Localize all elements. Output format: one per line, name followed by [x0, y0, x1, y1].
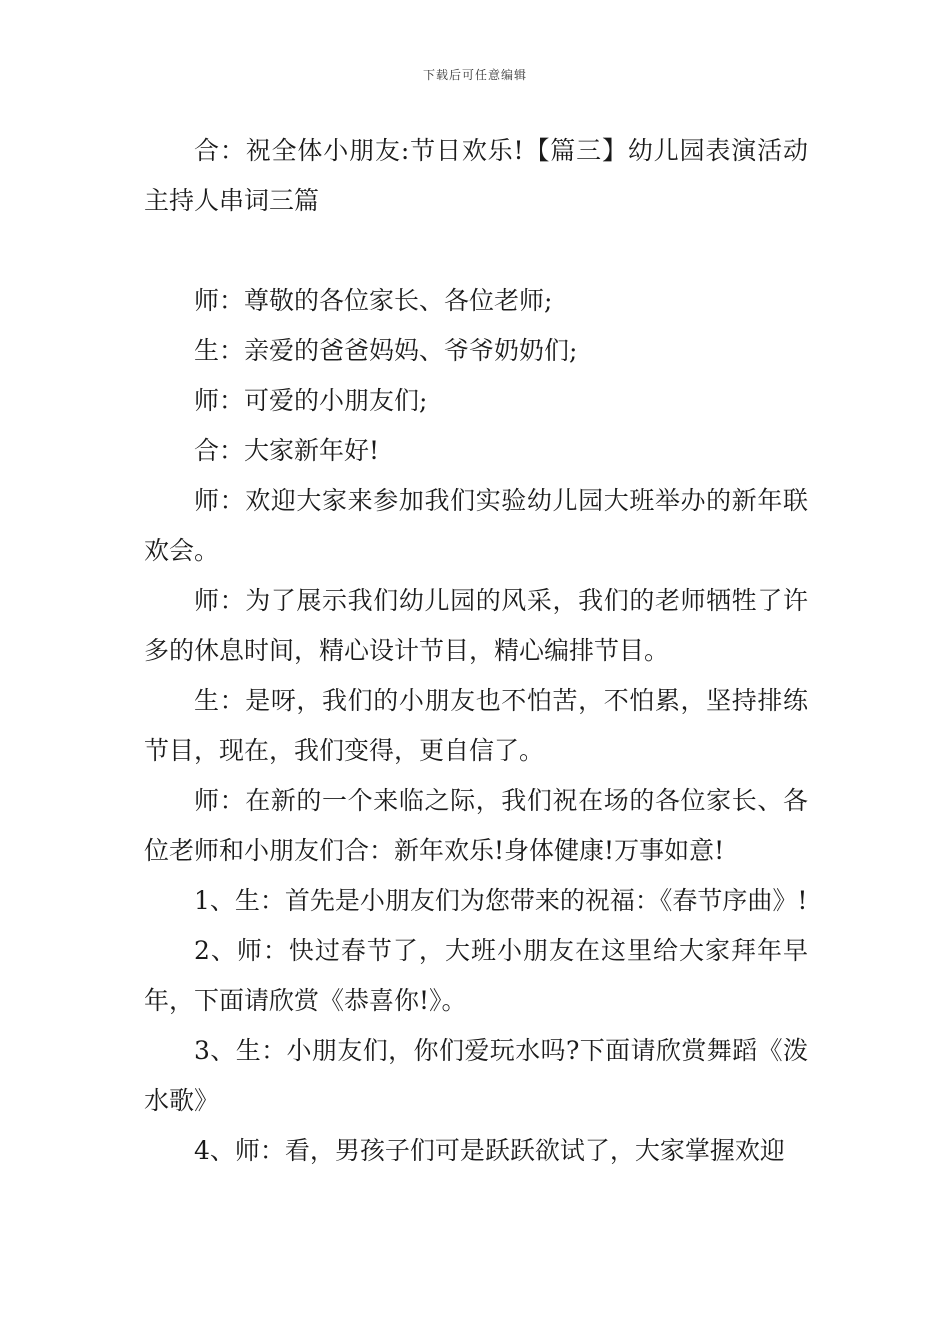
paragraph: 师：在新的一个来临之际，我们祝在场的各位家长、各位老师和小朋友们合：新年欢乐!身体健康!万事如意!	[144, 786, 808, 865]
paragraph: 3、生：小朋友们，你们爱玩水吗?下面请欣赏舞蹈《泼水歌》	[144, 1036, 808, 1115]
paragraph: 师：欢迎大家来参加我们实验幼儿园大班举办的新年联欢会。	[144, 486, 808, 565]
paragraph: 合：大家新年好!	[194, 436, 380, 465]
paragraph: 师：为了展示我们幼儿园的风采，我们的老师牺牲了许多的休息时间，精心设计节目，精心编排节目。	[144, 586, 808, 665]
paragraph: 生：是呀，我们的小朋友也不怕苦，不怕累，坚持排练节目，现在，我们变得，更自信了。	[144, 686, 808, 765]
page-header: 下载后可任意编辑	[422, 68, 527, 82]
paragraph: 4、师：看，男孩子们可是跃跃欲试了，大家掌握欢迎	[194, 1136, 785, 1165]
paragraph: 合：祝全体小朋友:节日欢乐!【篇三】幼儿园表演活动主持人串词三篇	[144, 136, 808, 215]
paragraph: 师：可爱的小朋友们;	[194, 386, 428, 415]
document-body	[144, 126, 808, 1176]
paragraph: 2、师：快过春节了，大班小朋友在这里给大家拜年早年，下面请欣赏《恭喜你!》。	[144, 936, 808, 1015]
paragraph: 生：亲爱的爸爸妈妈、爷爷奶奶们;	[194, 336, 578, 365]
paragraph: 1、生：首先是小朋友们为您带来的祝福：《春节序曲》!	[194, 886, 808, 915]
paragraph: 师：尊敬的各位家长、各位老师;	[194, 286, 553, 315]
blank-line	[144, 226, 808, 276]
